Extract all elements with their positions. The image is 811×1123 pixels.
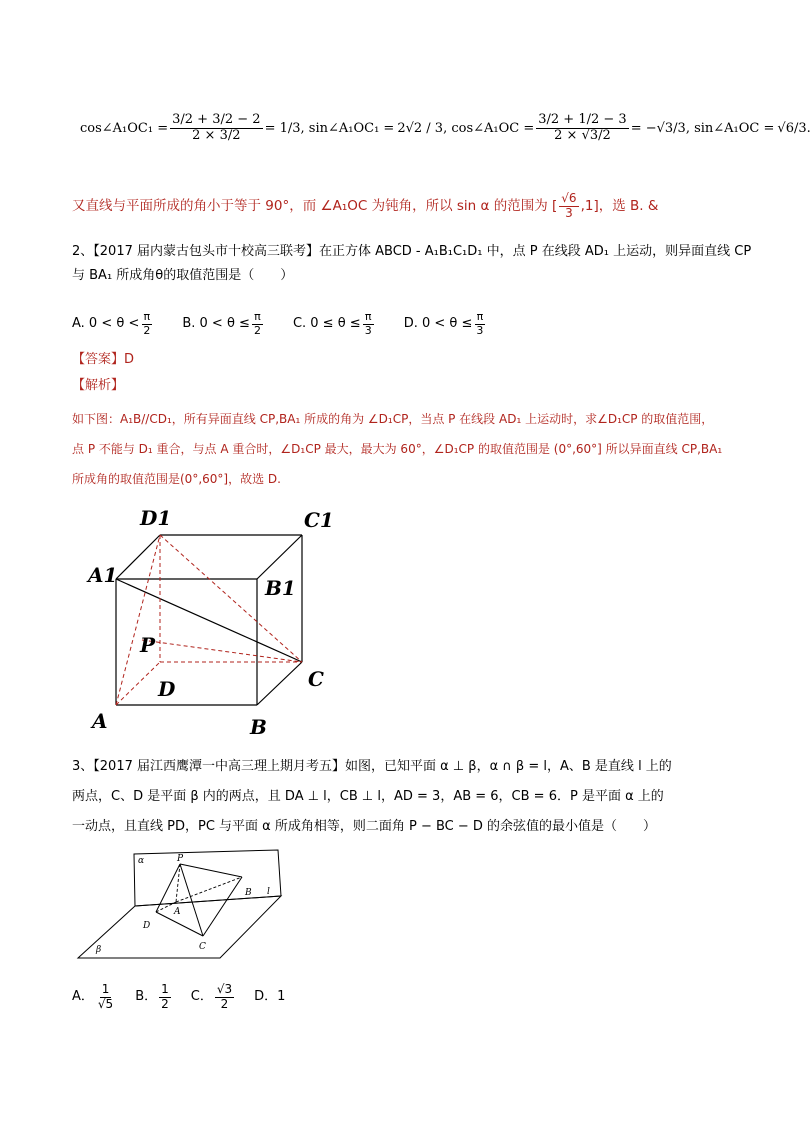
q2-option-c-den: 3 (364, 323, 372, 337)
q2-analysis-line-1: 如下图：A₁B//CD₁，所有异面直线 CP,BA₁ 所成的角为 ∠D₁CP，当点 P 在线段 AD₁ 上运动时，求∠D₁CP 的取值范围， (72, 412, 714, 426)
q2-option-c-fraction (363, 311, 374, 337)
q2-line-1: 2、【2017 届内蒙古包头市十校高三联考】在正方体 ABCD - A₁B₁C₁D₁ 中，点 P 在线段 AD₁ 上运动，则异面直线 CP (72, 244, 752, 259)
cube-figure (84, 500, 354, 745)
q2-option-a[interactable] (72, 311, 154, 337)
q3-option-a-fraction (96, 983, 115, 1012)
dashed-a-b (176, 877, 242, 902)
cos-a1oc1-value: = 1/3 (264, 120, 301, 136)
q2-option-a-den: 2 (143, 323, 151, 337)
cos-a1oc-label: , cos∠A₁OC = (443, 120, 535, 136)
q2-option-b-fraction (252, 311, 263, 337)
q3-option-d-value: 1 (277, 989, 286, 1004)
conclusion-text-a: 又直线与平面所成的角小于等于 90°，而 ∠A₁OC 为钝角，所以 sin α 的范围为 [ (72, 198, 558, 214)
q2-answer-tag: 【答案】D (72, 352, 135, 367)
label-a1: A1 (88, 563, 118, 587)
q2-options (72, 304, 515, 344)
q3-option-d-label: D． (254, 989, 278, 1004)
label-l-plane: l (267, 887, 270, 897)
q3-stem (72, 752, 784, 842)
q2-line-2: 与 BA₁ 所成角θ的取值范围是（ ） (72, 268, 294, 283)
q3-option-b-num: 1 (161, 981, 169, 996)
sin-a1oc1-value: 2√2 / 3 (397, 120, 444, 136)
q3-option-c-den: 2 (220, 996, 229, 1011)
q2-analysis-tag: 【解析】 (72, 378, 125, 393)
conclusion-text-b: ,1]，选 B. & (580, 198, 659, 214)
q2-option-b-num: π (254, 309, 261, 323)
conclusion-line (72, 186, 658, 226)
label-b1: B1 (265, 576, 296, 600)
q3-option-b-label: B． (135, 989, 158, 1004)
label-alpha: α (138, 856, 145, 866)
q3-option-c-label: C． (190, 989, 213, 1004)
label-a-plane: A (174, 907, 181, 917)
q3-option-b[interactable] (135, 983, 173, 1012)
q2-option-a-label: A. 0 < θ < (72, 316, 140, 331)
q3-options (72, 974, 313, 1020)
q3-option-d[interactable] (254, 985, 285, 1009)
q2-option-c-label: C. 0 ≤ θ ≤ (292, 316, 361, 331)
q2-analysis (72, 404, 784, 494)
q3-option-a-den: √5 (97, 996, 114, 1011)
q3-line-1: 3、【2017 届江西鹰潭一中高三理上期月考五】如图，已知平面 α ⊥ β，α ∩ β = l，A、B 是直线 l 上的 (72, 759, 672, 774)
q2-option-d-label: D. 0 < θ ≤ (403, 316, 473, 331)
plane-beta-outline (78, 896, 281, 958)
label-c1: C1 (304, 508, 334, 532)
formula-end: . (806, 120, 811, 136)
cos-a1oc-value: = −√3/3 (630, 120, 686, 136)
q2-option-a-num: π (143, 309, 151, 323)
sin-a1oc-value: √6/3 (777, 120, 807, 136)
edge-p-c (180, 864, 203, 936)
hidden-edge-a-d (116, 662, 160, 705)
q2-analysis-line-2: 点 P 不能与 D₁ 重合，与点 A 重合时，∠D₁CP 最大，最大为 60°，∠D₁CP 的取值范围是 (0°,60°] 所以异面直线 CP,BA₁ (72, 442, 723, 456)
sin-a1oc-label: , sin∠A₁OC = (685, 120, 775, 136)
edge-b-c (257, 662, 302, 705)
edge-p-b (180, 864, 242, 877)
q2-option-d-num: π (476, 309, 484, 323)
q2-option-b[interactable] (182, 311, 265, 337)
conclusion-frac-num: √6 (561, 190, 577, 205)
formula-top (80, 96, 811, 160)
q3-line-2: 两点，C、D 是平面 β 内的两点，且 DA ⊥ l，CB ⊥ l，AD = 3，AB = 6，CB = 6．P 是平面 α 上的 (72, 789, 664, 804)
edge-p-d (156, 864, 180, 912)
q3-line-3: 一动点，且直线 PD，PC 与平面 α 所成角相等，则二面角 P − BC − D 的余弦值的最小值是（ ） (72, 819, 657, 834)
q2-analysis-line-3: 所成角的取值范围是(0°,60°]，故选 D. (72, 472, 281, 486)
q2-option-c[interactable] (293, 311, 376, 337)
label-c-plane: C (199, 942, 206, 952)
q2-option-d[interactable] (404, 311, 488, 337)
label-d1: D1 (140, 506, 172, 530)
label-c: C (308, 667, 324, 691)
q2-option-d-den: 3 (476, 323, 484, 337)
cos-a1oc1-denominator: 2 × 3/2 (192, 127, 241, 143)
segment-a-d1 (116, 535, 160, 705)
label-a: A (92, 709, 108, 733)
edge-a1-d1 (116, 535, 160, 579)
label-d: D (158, 677, 176, 701)
cos-a1oc1-label: cos∠A₁OC₁ = (80, 120, 169, 136)
q2-option-b-den: 2 (253, 323, 261, 337)
cos-a1oc1-fraction (170, 113, 262, 144)
q2-option-d-fraction (474, 311, 485, 337)
q2-option-b-label: B. 0 < θ ≤ (182, 316, 250, 331)
q3-option-b-den: 2 (161, 996, 169, 1011)
cos-a1oc-numerator: 3/2 + 1/2 − 3 (538, 111, 627, 127)
label-p: P (140, 633, 156, 657)
q3-option-c-num: √3 (216, 981, 233, 996)
q3-option-c-fraction (215, 983, 234, 1012)
q3-option-a[interactable] (72, 983, 117, 1012)
q3-option-a-num: 1 (101, 981, 110, 996)
conclusion-fraction (559, 192, 578, 221)
cos-a1oc1-numerator: 3/2 + 3/2 − 2 (172, 111, 261, 127)
cos-a1oc-denominator: 2 × √3/2 (554, 127, 611, 143)
q3-option-c[interactable] (191, 983, 236, 1012)
conclusion-frac-den: 3 (565, 205, 573, 220)
sin-a1oc1-label: , sin∠A₁OC₁ = (300, 120, 395, 136)
q2-stem (72, 240, 772, 288)
edge-c-b (203, 877, 242, 936)
q2-option-a-fraction (141, 311, 152, 337)
label-b-plane: B (245, 888, 252, 898)
label-p-plane: P (177, 854, 184, 864)
label-d-plane: D (143, 921, 151, 931)
label-beta: β (96, 945, 102, 955)
line-l (135, 896, 281, 906)
q2-option-c-num: π (364, 309, 372, 323)
edge-b1-c1 (257, 535, 302, 579)
q3-option-a-label: A． (72, 989, 94, 1004)
label-b: B (250, 715, 267, 739)
q3-option-b-fraction (159, 983, 171, 1012)
cos-a1oc-fraction (536, 113, 628, 144)
planes-figure (70, 846, 290, 964)
